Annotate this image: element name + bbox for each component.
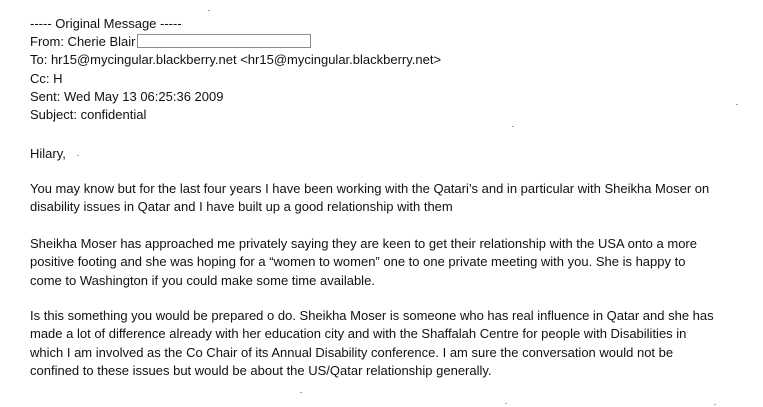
redacted-email-box <box>137 34 311 48</box>
body-paragraph-1 <box>30 180 760 217</box>
paragraph-line: Is this something you would be prepared o do. Sheikha Moser is someone who has real influence in Qatar and she has <box>30 308 714 323</box>
paragraph-line: positive footing and she was hoping for a “women to women” one to one private meeting with you. She is happy to <box>30 254 686 270</box>
body-paragraph-2 <box>30 235 760 290</box>
original-message-separator: ----- Original Message ----- <box>30 16 182 31</box>
from-text: From: Cherie Blair <box>30 34 136 50</box>
email-header <box>30 15 441 124</box>
paragraph-line: disability issues in Qatar and I have built up a good relationship with them <box>30 199 453 215</box>
scan-speck <box>77 155 79 156</box>
salutation: Hilary, <box>30 146 66 161</box>
paragraph-line: which I am involved as the Co Chair of its Annual Disability conference. I am sure the conversation would not be <box>30 344 674 360</box>
paragraph-line: confined to these issues but would be about the US/Qatar relationship generally. <box>30 363 492 379</box>
cc-line: Cc: H <box>30 70 63 86</box>
scan-speck <box>736 104 738 105</box>
paragraph-line: Sheikha Moser has approached me privately saying they are keen to get their relationship with the USA onto a more <box>30 236 697 251</box>
scan-speck <box>505 403 507 404</box>
paragraph-line: You may know but for the last four years I have been working with the Qatari’s and in particular with Sheikha Moser on <box>30 181 710 196</box>
paragraph-line: made a lot of difference already with her education city and with the Shaffalah Centre for people with Disabilities in <box>30 326 687 342</box>
scan-speck <box>512 126 514 127</box>
paragraph-line: come to Washington if you could make some time available. <box>30 272 375 288</box>
body-paragraph-3 <box>30 307 760 381</box>
scan-speck <box>714 404 716 405</box>
to-line: To: hr15@mycingular.blackberry.net <hr15@mycingular.blackberry.net> <box>30 52 442 68</box>
from-line <box>30 33 441 51</box>
scan-speck <box>208 10 210 11</box>
sent-line: Sent: Wed May 13 06:25:36 2009 <box>30 88 224 104</box>
scan-speck <box>300 392 302 393</box>
subject-line: Subject: confidential <box>30 106 147 122</box>
